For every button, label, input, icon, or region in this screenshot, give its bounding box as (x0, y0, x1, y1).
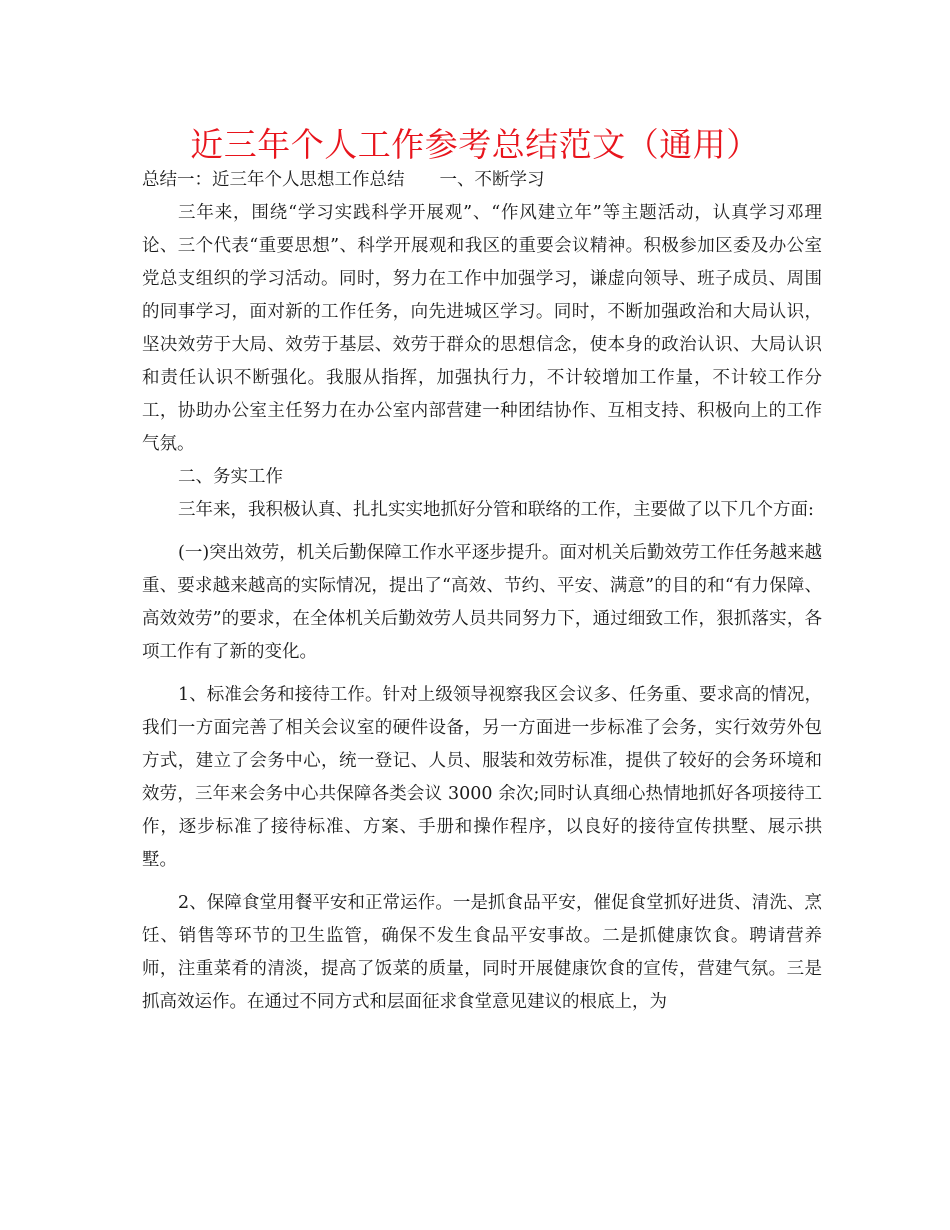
paragraph-work-intro: 三年来，我积极认真、扎扎实实地抓好分管和联络的工作，主要做了以下几个方面: (178, 500, 814, 520)
summary-line: 总结一：近三年个人思想工作总结 一、不断学习 (142, 170, 545, 190)
paragraph-logistics: (一)突出效劳，机关后勤保障工作水平逐步提升。面对机关后勤效劳工作任务越来越重、要求越来越高的实际情况，提出了“高效、节约、平安、满意”的目的和“有力保障、高效效劳”的要求，在全体机关后勤效劳人员共同努力下，通过细致工作，狠抓落实，各项工作有了新的变化。 (142, 543, 822, 662)
document-title: 近三年个人工作参考总结范文（通用） (190, 125, 760, 164)
paragraph-study: 三年来，围绕“学习实践科学开展观”、“作风建立年”等主题活动，认真学习邓理论、三个代表“重要思想”、科学开展观和我区的重要会议精神。积极参加区委及办公室党总支组织的学习活动。同时，努力在工作中加强学习，谦虚向领导、班子成员、周围的同事学习，面对新的工作任务，向先进城区学习。同时，不断加强政治和大局认识，坚决效劳于大局、效劳于基层、效劳于群众的思想信念，使本身的政治认识、大局认识和责任认识不断强化。我服从指挥，加强执行力，不计较增加工作量，不计较工作分工，协助办公室主任努力在办公室内部营建一种团结协作、互相支持、积极向上的工作气氛。 (142, 203, 822, 454)
section-heading-work: 二、务实工作 (178, 467, 283, 487)
document-body (142, 164, 822, 1019)
paragraph-meetings: 1、标准会务和接待工作。针对上级领导视察我区会议多、任务重、要求高的情况，我们一方面完善了相关会议室的硬件设备，另一方面进一步标准了会务，实行效劳外包方式，建立了会务中心，统一登记、人员、服装和效劳标准，提供了较好的会务环境和效劳，三年来会务中心共保障各类会议 3000 余次;同时认真细心热情地抓好各项接待工作，逐步标准了接待标准、方案、手册和操作程序，以良好的接待宣传拱墅、展示拱墅。 (142, 685, 822, 870)
paragraph-canteen: 2、保障食堂用餐平安和正常运作。一是抓食品平安，催促食堂抓好进货、清洗、烹饪、销售等环节的卫生监管，确保不发生食品平安事故。二是抓健康饮食。聘请营养师，注重菜肴的清淡，提高了饭菜的质量，同时开展健康饮食的宣传，营建气氛。三是抓高效运作。在通过不同方式和层面征求食堂意见建议的根底上，为 (142, 893, 822, 1012)
